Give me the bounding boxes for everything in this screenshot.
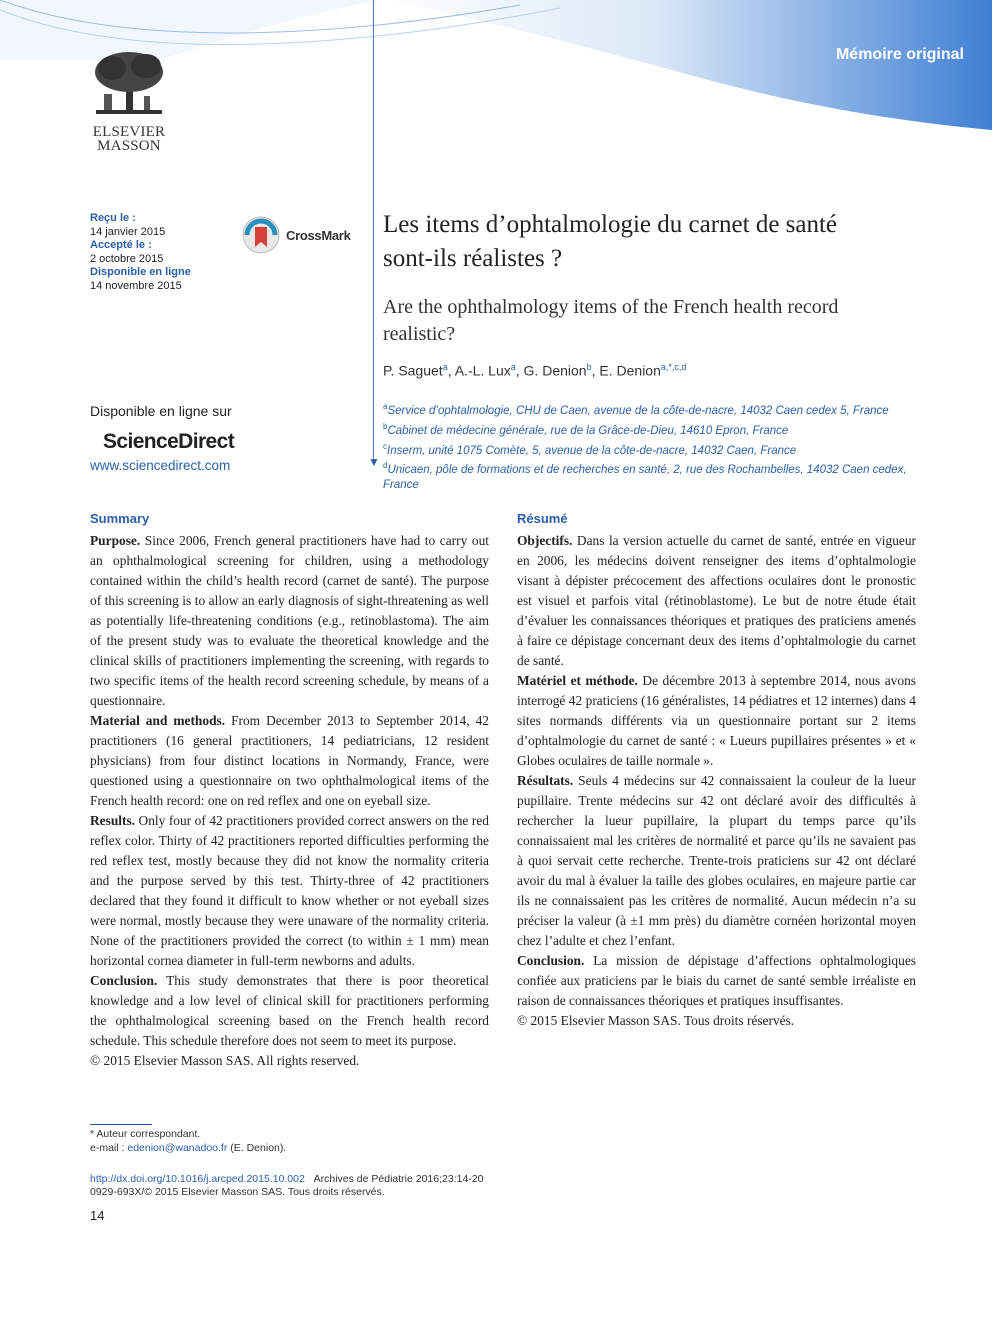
crossmark-icon <box>242 215 280 255</box>
summary-heading: Summary <box>90 511 150 526</box>
author-email-line <box>90 1142 286 1154</box>
received-date: 14 janvier 2015 <box>90 225 166 238</box>
publisher-name-2: MASSON <box>97 138 161 154</box>
received-label: Reçu le : <box>90 212 136 224</box>
issn-line: 0929-693X/© 2015 Elsevier Masson SAS. Tous droits réservés. <box>90 1186 385 1198</box>
summary-conclusion: Conclusion. This study demonstrates that there is poor theoretical knowledge and a low level of clinical skill for practitioners performing the ophthalmological screening based on the French health record schedule. This schedule therefore does not seem to meet its purpose. <box>90 973 490 1048</box>
affiliation: $^c$Inserm, unité 1075 Comète, 5, avenue de la côte-de-nacre, 14032 Caen, France <box>383 441 797 457</box>
footnote-rule <box>90 1124 152 1125</box>
author-name: E. Denion <box>599 362 661 379</box>
crossmark-label: CrossMark <box>286 227 351 243</box>
publisher-name: ELSEVIER <box>92 124 166 140</box>
sciencedirect-logo: ScienceDirect <box>103 430 235 453</box>
title-line-2: sont-ils réalistes ? <box>383 245 563 272</box>
article-title <box>383 208 943 276</box>
author-name: P. Saguet <box>383 362 443 379</box>
resume-column <box>517 531 916 1031</box>
affiliation: $^b$Cabinet de médecine générale, rue de la Grâce-de-Dieu, 14610 Epron, France <box>383 421 789 437</box>
resume-resultats: Résultats. Seuls 4 médecins sur 42 connaissaient la couleur de la lueur pupillaire. Trente médecins sur 42 ont déclaré avoir des difficultés à rechercher la lueur pupillaire, la plupart du temps parce qu’ils connaissaient mal les critères de normalité et parce qu’ils ne savaient pas à quoi servait cette recherche. Trente-trois praticiens sur 42 ont déclaré avoir du mal à évaluer la taille des globes oculaires, en majeure partie car ils ne connaissaient pas les critères de normalité. Aucun médecin n’a su préciser la valeur (à ±1 mm près) du diamètre cornéen horizontal moyen chez l’adulte et chez l’enfant. <box>517 773 916 948</box>
author-name: A.-L. Lux <box>454 362 511 379</box>
sciencedirect-available: Disponible en ligne sur <box>90 403 232 419</box>
article-subtitle <box>383 294 943 348</box>
elsevier-tree-icon <box>88 48 170 120</box>
author-name: G. Denion <box>523 362 587 379</box>
email-label: e-mail : <box>90 1142 125 1154</box>
crossmark-badge[interactable] <box>242 215 351 255</box>
publisher-logo <box>88 48 170 153</box>
author-sup: a <box>510 362 516 372</box>
resume-heading: Résumé <box>517 511 568 526</box>
doi-line <box>90 1173 483 1185</box>
resume-copyright: © 2015 Elsevier Masson SAS. Tous droits réservés. <box>517 1013 795 1028</box>
subtitle-line-2: realistic? <box>383 323 456 345</box>
sciencedirect-link[interactable]: www.sciencedirect.com <box>90 458 231 473</box>
email-suffix: (E. Denion). <box>230 1142 287 1154</box>
affiliation: $^a$Service d’ophtalmologie, CHU de Caen, avenue de la côte-de-nacre, 14032 Caen cedex 5, France <box>383 402 889 417</box>
online-date: 14 novembre 2015 <box>90 279 182 292</box>
page-number: 14 <box>90 1208 105 1223</box>
author-list: P. Saguet$^a$, A.-L. Lux$^a$, G. Denion$^b$, E. Denion$^{a,*,c,d}$ <box>383 362 687 379</box>
affiliations <box>383 399 928 493</box>
section-label: Mémoire original <box>835 46 964 63</box>
journal-citation: Archives de Pédiatrie 2016;23:14-20 <box>313 1173 484 1185</box>
article-dates <box>90 212 191 293</box>
summary-copyright: © 2015 Elsevier Masson SAS. All rights reserved. <box>90 1053 360 1068</box>
resume-methode: Matériel et méthode. De décembre 2013 à septembre 2014, nous avons interrogé 42 praticiens (16 généralistes, 14 pédiatres et 12 internes) dans 4 sites normands différents via un questionnaire portant sur 2 items d’ophtalmologie du carnet de santé : « Lueurs pupillaires présentes » et « Globes oculaires de taille normale ». <box>517 673 916 768</box>
resume-conclusion: Conclusion. La mission de dépistage d’affections ophtalmologiques confiée aux praticiens par le biais du carnet de santé semble irréaliste en raison de connaissances théoriques et pratiques insuffisantes. <box>517 953 916 1008</box>
email-link[interactable]: edenion@wanadoo.fr <box>127 1142 228 1154</box>
author-sup: a,*,c,d <box>660 362 687 372</box>
divider-line <box>373 0 374 460</box>
doi-link[interactable]: http://dx.doi.org/10.1016/j.arcped.2015.10.002 <box>90 1173 305 1185</box>
affiliation: $^d$Unicaen, pôle de formations et de recherches en santé, 2, rue des Rochambelles, 14032 Caen cedex, France <box>383 461 907 492</box>
arrow-down-icon: ▼ <box>368 455 380 469</box>
summary-column <box>90 531 489 1071</box>
corresponding-author: * Auteur correspondant. <box>90 1128 201 1140</box>
online-label: Disponible en ligne <box>90 266 191 278</box>
summary-methods: Material and methods. From December 2013 to September 2014, 42 practitioners (16 general practitioners, 14 pediatricians, 12 resident physicians) from four distinct locations in Normandy, France, were questioned using a questionnaire on two ophthalmological items of the French health record: one on red reflex and one on eyeball size. <box>90 713 489 808</box>
resume-objectifs: Objectifs. Dans la version actuelle du carnet de santé, entrée en vigueur en 2006, les médecins doivent renseigner des items d’ophtalmologie visant à dépister précocement des affections oculaires dont le pronostic est visuel et parfois vital (rétinoblastome). Le but de notre étude était d’évaluer les connaissances théoriques et pratiques des praticiens amenés à faire ce dépistage concernant deux des items d’ophtalmologie du carnet de santé. <box>517 533 916 668</box>
summary-purpose: Purpose. Since 2006, French general practitioners have had to carry out an ophthalmological screening for children, using a methodology contained within the child’s health record (carnet de santé). The purpose of this screening is to allow an early diagnosis of sight-threatening as well as potentially life-threatening conditions (e.g., retinoblastoma). The aim of the present study was to evaluate the theoretical knowledge and the clinical skills of practitioners implementing the screening, with regards to two specific items of the health record screening schedule, by means of a questionnaire. <box>90 533 489 708</box>
author-sup: b <box>586 362 592 372</box>
accepted-label: Accepté le : <box>90 239 152 251</box>
subtitle-line-1: Are the ophthalmology items of the French health record <box>383 296 839 318</box>
author-sup: a <box>442 362 448 372</box>
accepted-date: 2 octobre 2015 <box>90 252 164 265</box>
summary-results: Results. Only four of 42 practitioners provided correct answers on the red reflex color. Thirty of 42 practitioners reported difficulties performing the red reflex test, mostly because they did not know the normality criteria and the purpose served by this test. Thirty-three of 42 practitioners declared that they found it difficult to know whether or not eyeball sizes were normal, mostly because they were unaware of the normality criteria. None of the practitioners provided the correct (to within ± 1 mm) mean horizontal cornea diameter in full-term newborns and adults. <box>90 813 489 968</box>
title-line-1: Les items d’ophtalmologie du carnet de santé <box>383 211 838 238</box>
